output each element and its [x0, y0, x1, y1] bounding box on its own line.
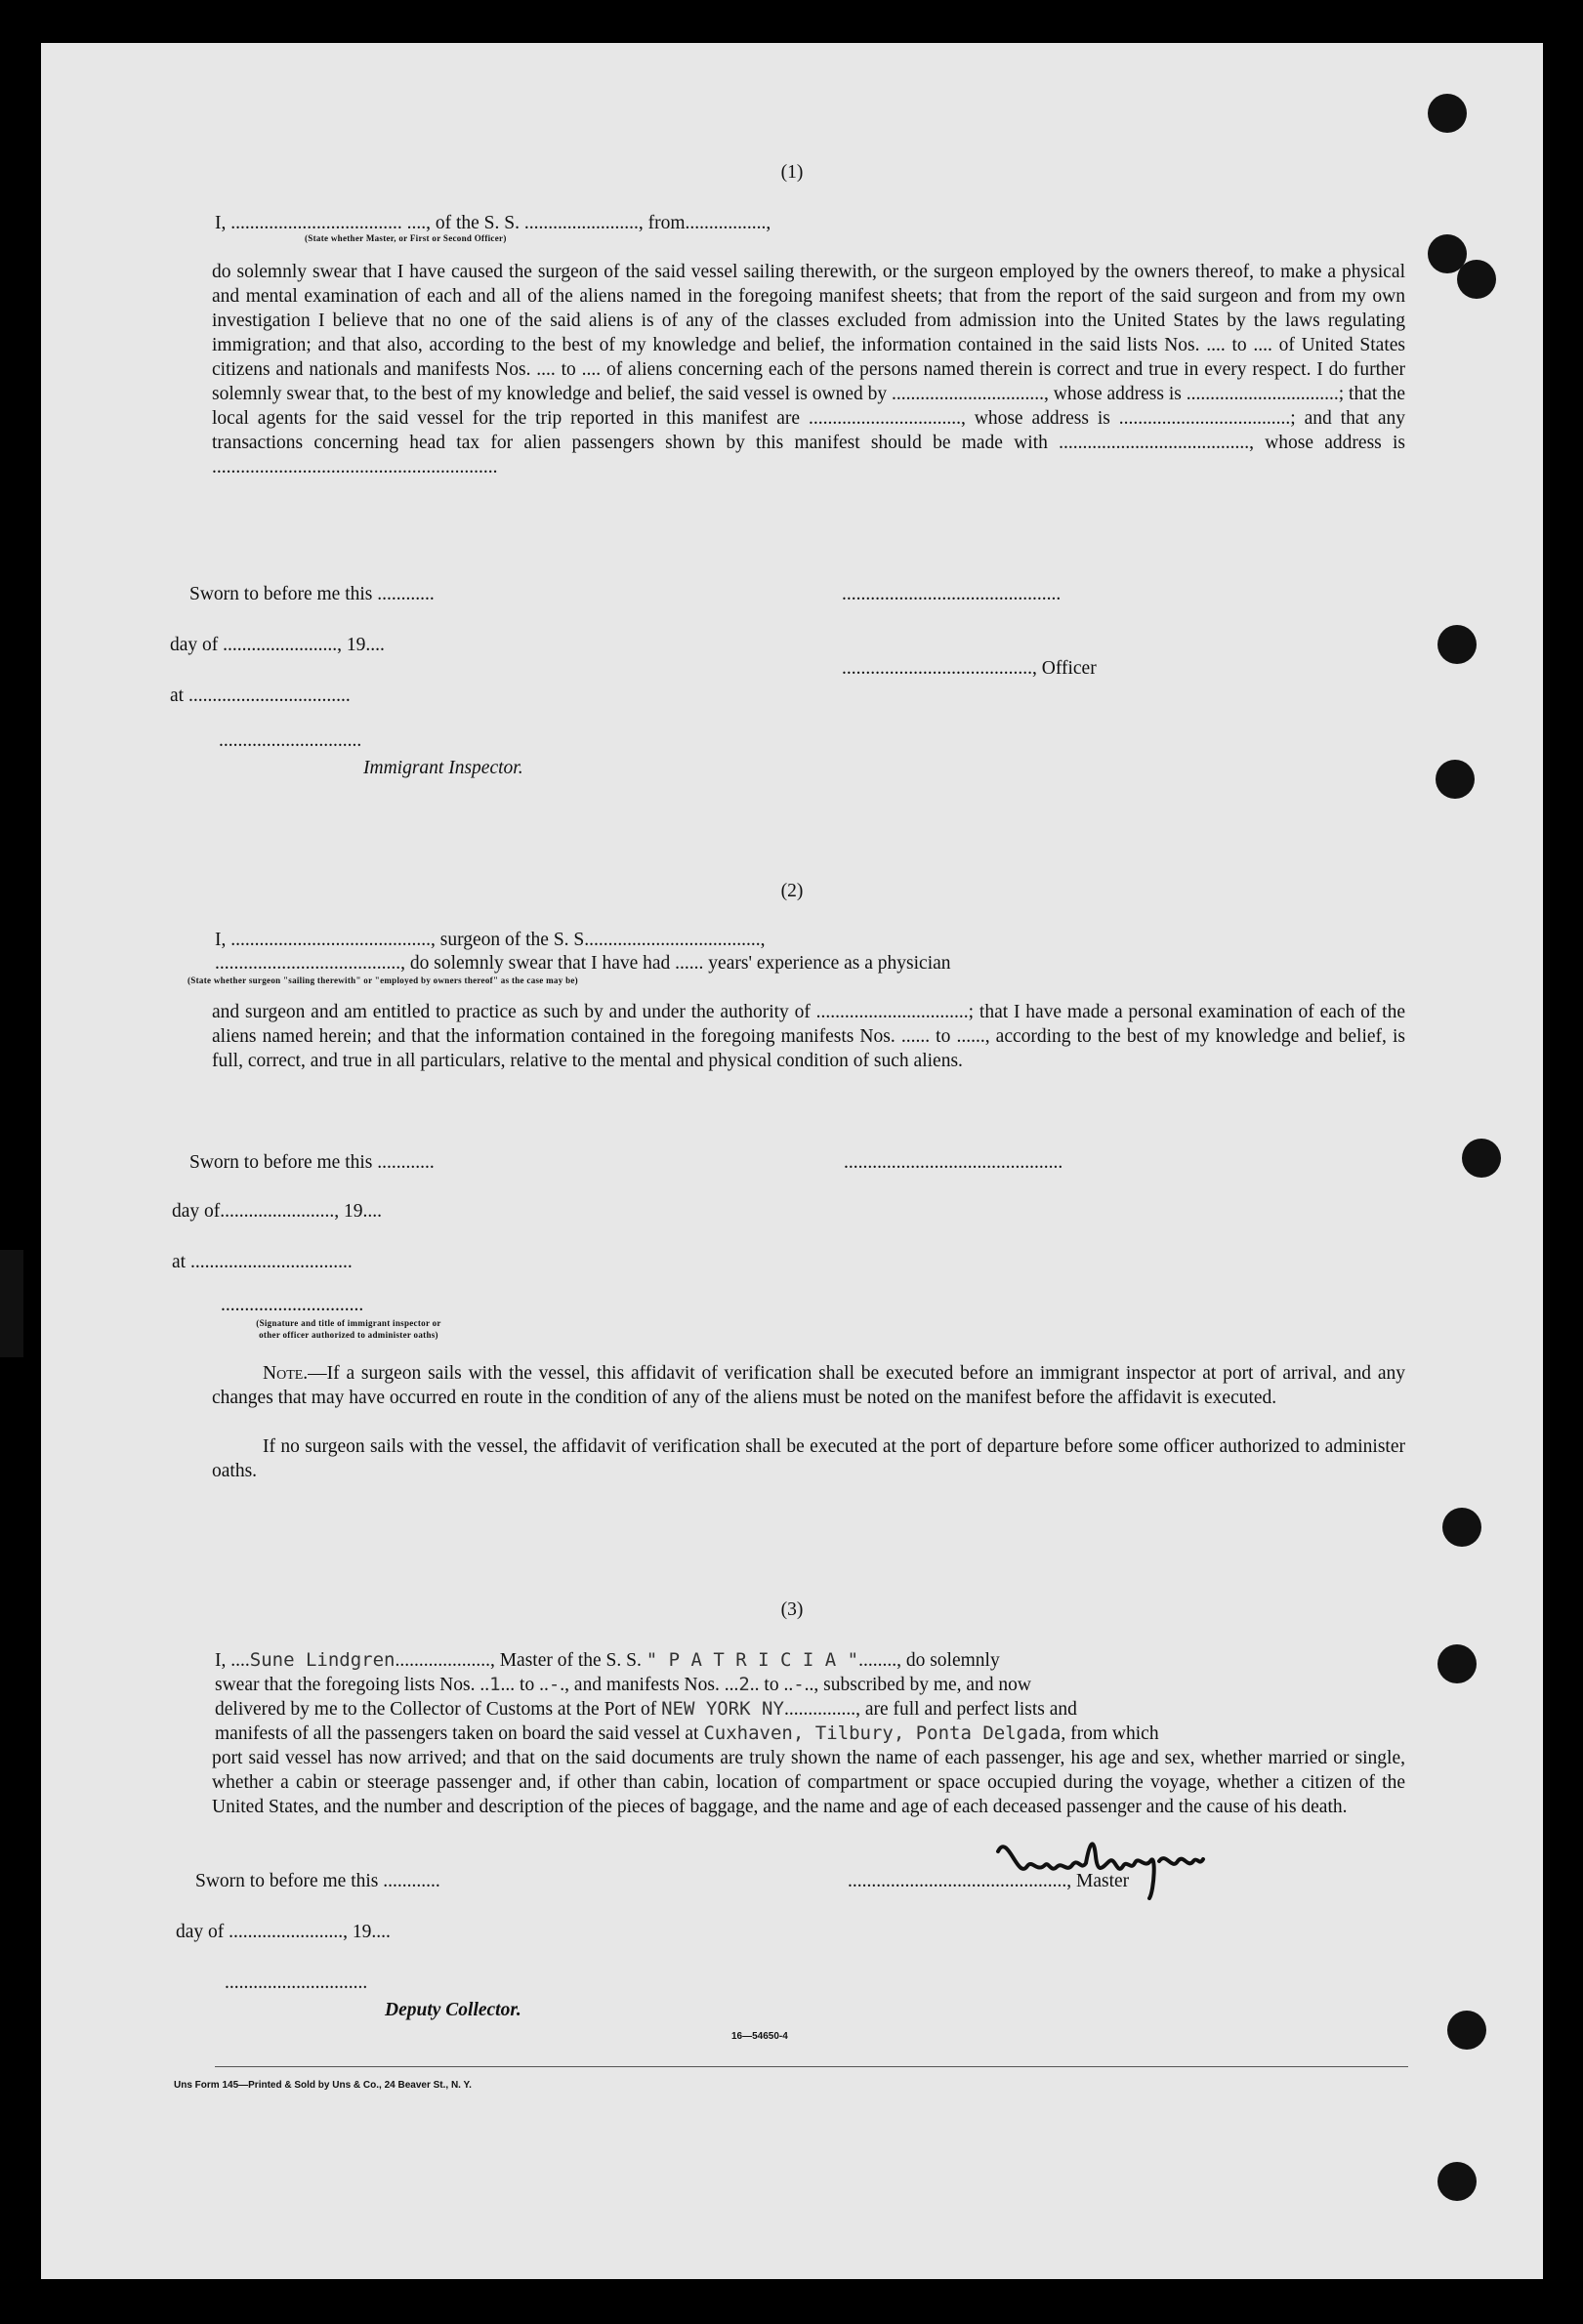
inspector-signature-dots: .............................. [219, 730, 362, 751]
manifests-from: 2 [738, 1674, 750, 1695]
section1-caption: (State whether Master, or First or Second Officer) [305, 233, 507, 243]
divider [215, 2066, 1408, 2067]
section-number: (1) [780, 162, 804, 183]
lists-to: - [548, 1674, 561, 1695]
ports-of-embarkation: Cuxhaven, Tilbury, Ponta Delgada [703, 1722, 1062, 1744]
signature-caption: other officer authorized to administer oaths) [259, 1330, 438, 1340]
master-name: Sune Lindgren [249, 1649, 396, 1671]
officer-line: ........................................, Officer [842, 658, 1097, 679]
text: delivered by me to the Collector of Customs at the Port of [215, 1699, 657, 1720]
text: manifests of all the passengers taken on board the said vessel at [215, 1723, 699, 1744]
binder-hole [1436, 760, 1475, 799]
section-number: (3) [780, 1599, 804, 1620]
section3-line2 [215, 1673, 1031, 1697]
binder-hole [1437, 1644, 1477, 1683]
note-label: Note. [263, 1363, 309, 1384]
at-line: at .................................. [170, 685, 351, 706]
text: ... to .. [500, 1675, 549, 1695]
manifests-to: - [793, 1674, 805, 1695]
lists-from: 1 [489, 1674, 501, 1695]
section2-line1: I, .........................................., surgeon of the S. S....................................., [215, 930, 766, 950]
sworn-line: Sworn to before me this ............ [189, 584, 435, 604]
binder-hole [1437, 625, 1477, 664]
binder-hole [1462, 1139, 1501, 1178]
note-paragraph-2: If no surgeon sails with the vessel, the affidavit of verification shall be executed at the port of departure before some officer authorized to administer oaths. [212, 1436, 1405, 1481]
officer-signature-dots: .............................................. [844, 1152, 1063, 1173]
printer-line: Uns Form 145—Printed & Sold by Uns & Co., 24 Beaver St., N. Y. [174, 2080, 472, 2091]
at-line: at .................................. [172, 1252, 353, 1272]
text: ........, do solemnly [858, 1650, 1000, 1671]
deputy-collector-title: Deputy Collector. [385, 2000, 521, 2020]
ship-name: " P A T R I C I A " [646, 1649, 859, 1671]
binder-hole [1428, 94, 1467, 133]
note-text: —If a surgeon sails with the vessel, this affidavit of verification shall be executed before an immigrant inspector at port of arrival, and any changes that may have occurred en route in the condition of any of the aliens must be noted on the manifest before the affidavit is executed. [212, 1363, 1405, 1408]
scan-edge [0, 1250, 23, 1357]
day-line: day of........................, 19.... [172, 1201, 383, 1222]
inspector-signature-dots: .............................. [221, 1295, 364, 1315]
port-of-arrival: NEW YORK NY [661, 1698, 784, 1720]
section2-body: and surgeon and am entitled to practice as such by and under the authority of ................................; that I have made a personal examination of each of the aliens named herein; and that the information contained in the foregoing manifests Nos. ...... to ......, according to the best of my knowledge and belief, is full, correct, and true in all particulars, relative to the mental and physical condition of such aliens. [212, 1002, 1405, 1071]
section3-body: port said vessel has now arrived; and that on the said documents are truly shown the name of each passenger, his age and sex, whether married or single, whether a cabin or steerage passenger and, if other than cabin, location of compartment or space occupied during the voyage, whether a citizen of the United States, and the number and description of the pieces of baggage, and the name and age of each deceased passenger and the cause of his death. [212, 1748, 1405, 1817]
sworn-line: Sworn to before me this ............ [189, 1152, 435, 1173]
signature-caption: (Signature and title of immigrant inspector or [256, 1318, 441, 1328]
officer-signature-dots: .............................................. [842, 584, 1062, 604]
document-page [41, 43, 1543, 2279]
binder-hole [1447, 2011, 1486, 2050]
text: .. to .. [749, 1675, 794, 1695]
binder-hole [1442, 1508, 1481, 1547]
section3-line1 [215, 1648, 1000, 1673]
day-line: day of ........................, 19.... [170, 635, 385, 655]
binder-hole [1457, 260, 1496, 299]
section1-body: do solemnly swear that I have caused the surgeon of the said vessel sailing therewith, or the surgeon employed by the owners thereof, to make a physical and mental examination of each and all of the aliens named in the foregoing manifest sheets; that from the report of the said surgeon and from my own investigation I believe that no one of the said aliens is of any of the classes excluded from admission into the United States by the laws regulating immigration; and that also, according to the best of my knowledge and belief, the information contained in the said lists Nos. .... to .... of United States citizens and nationals and manifests Nos. .... to .... of aliens concerning each of the persons named therein is correct and true in every respect. I do further solemnly swear that, to the best of my knowledge and belief, the said vessel is owned by ................................, whose address is ................................; that the local agents for the said vessel for the trip reported in this manifest are ................................, whose address is ....................................; and that any transactions concerning head tax for alien passengers shown by this manifest should be made with ........................................, whose address is ............................................................ [212, 262, 1405, 477]
section1-line1: I, .................................... ...., of the S. S. ........................, from................., [215, 213, 771, 233]
master-signature [988, 1822, 1213, 1900]
form-code: 16—54650-4 [731, 2031, 788, 2042]
text: swear that the foregoing lists Nos. .. [215, 1675, 490, 1695]
section3-line4 [215, 1722, 1159, 1746]
text: ...................., Master of the S. S. [395, 1650, 642, 1671]
note-paragraph [212, 1361, 1405, 1410]
text: I, .... [215, 1650, 250, 1671]
inspector-title: Immigrant Inspector. [363, 758, 523, 778]
section2-line2: ......................................., do solemnly swear that I have had ...... years' experience as a physician [215, 953, 951, 974]
master-line: .............................................., Master [848, 1871, 1130, 1891]
section2-caption: (State whether surgeon "sailing therewith" or "employed by owners thereof" as the case may be) [187, 975, 578, 985]
text: .., subscribed by me, and now [804, 1675, 1032, 1695]
section-number: (2) [780, 881, 804, 901]
binder-hole [1437, 2162, 1477, 2201]
collector-signature-dots: .............................. [225, 1972, 368, 1993]
text: , from which [1061, 1723, 1159, 1744]
text: ., and manifests Nos. ... [560, 1675, 739, 1695]
sworn-line: Sworn to before me this ............ [195, 1871, 440, 1891]
section3-line3 [215, 1697, 1077, 1722]
text: ..............., are full and perfect lists and [783, 1699, 1077, 1720]
day-line: day of ........................, 19.... [176, 1922, 391, 1942]
